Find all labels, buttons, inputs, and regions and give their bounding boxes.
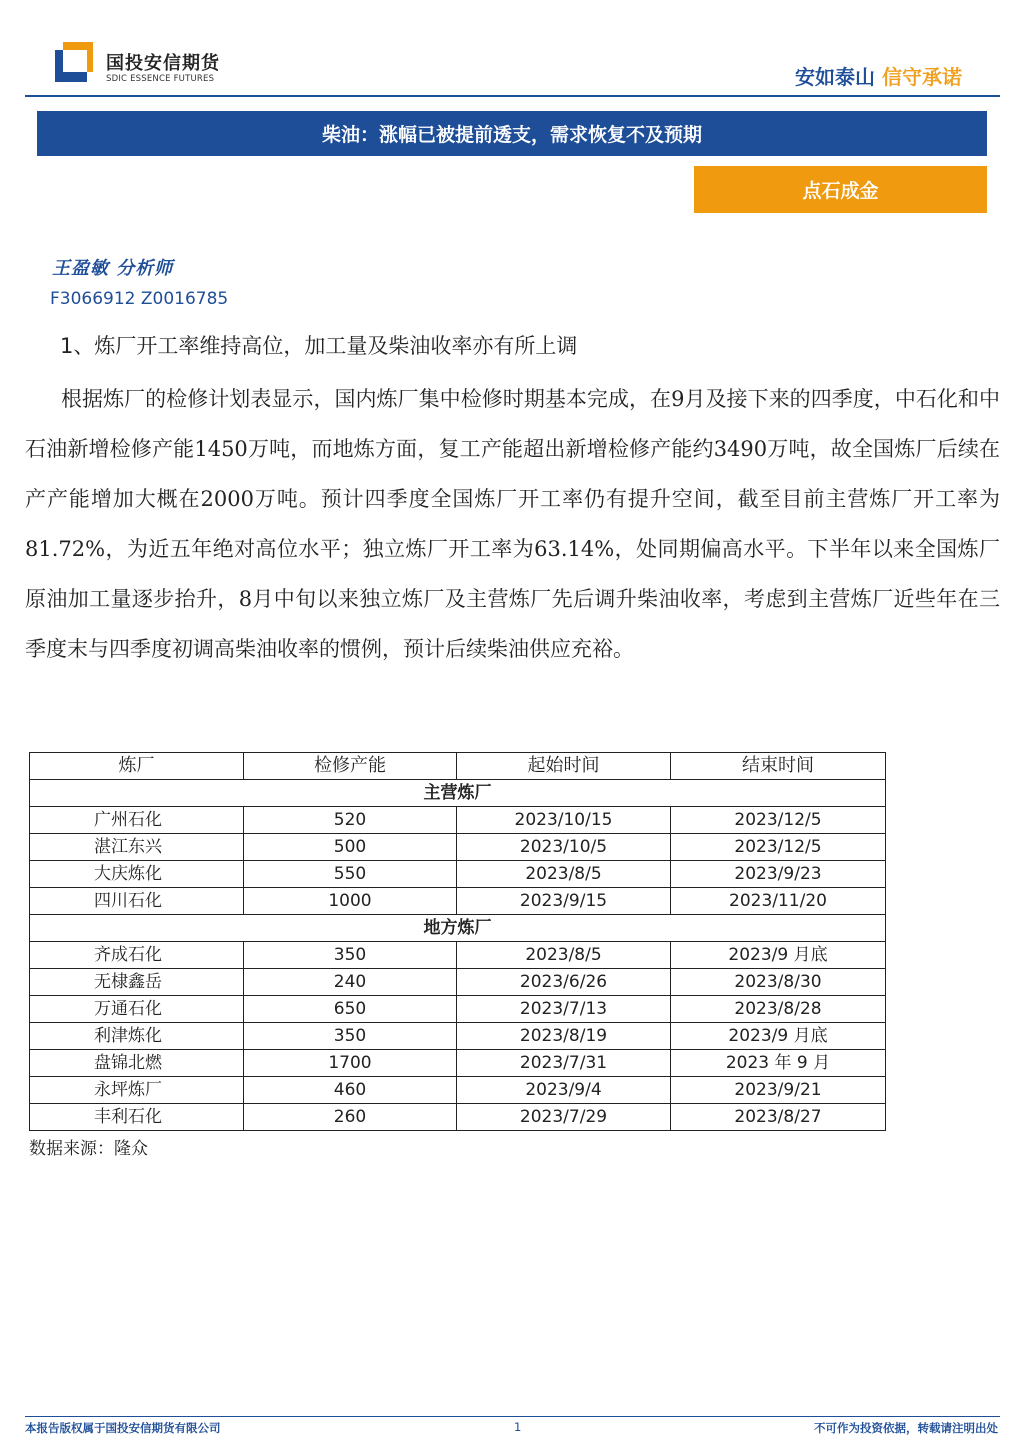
- table-cell: 万通石化: [30, 996, 244, 1023]
- data-source: 数据来源：隆众: [29, 1139, 148, 1159]
- report-title-banner: [37, 111, 987, 156]
- company-logo-icon: [55, 42, 99, 82]
- table-cell: 2023/12/5: [671, 834, 886, 861]
- refinery-maintenance-table: [29, 752, 886, 1131]
- column-tag: 点石成金: [802, 180, 879, 202]
- table-cell: 无棣鑫岳: [30, 969, 244, 996]
- table-row: [30, 888, 886, 915]
- column-tag-banner: [694, 166, 987, 213]
- table-row: [30, 834, 886, 861]
- table-cell: 利津炼化: [30, 1023, 244, 1050]
- table-cell: 2023/10/5: [457, 834, 671, 861]
- table-cell: 湛江东兴: [30, 834, 244, 861]
- slogan-part-2: 信守承诺: [882, 65, 962, 89]
- table-row: [30, 942, 886, 969]
- header-divider: [25, 95, 1000, 97]
- table-row: [30, 807, 886, 834]
- table-cell: 盘锦北燃: [30, 1050, 244, 1077]
- table-cell: 2023/9/4: [457, 1077, 671, 1104]
- table-row: [30, 1023, 886, 1050]
- table-cell: 460: [244, 1077, 457, 1104]
- table-cell: 2023/8/28: [671, 996, 886, 1023]
- analyst-name: 王盈敏 分析师: [52, 258, 174, 279]
- table-cell: 350: [244, 942, 457, 969]
- table-cell: 500: [244, 834, 457, 861]
- table-cell: 2023/7/29: [457, 1104, 671, 1131]
- table-cell: 永坪炼厂: [30, 1077, 244, 1104]
- table-cell: 2023/9/21: [671, 1077, 886, 1104]
- logo-company-name: 国投安信期货: [106, 53, 220, 74]
- table-cell: 2023/9/15: [457, 888, 671, 915]
- table-cell: 齐成石化: [30, 942, 244, 969]
- body-paragraph: 根据炼厂的检修计划表显示，国内炼厂集中检修时期基本完成，在9月及接下来的四季度，中石化和中石油新增检修产能1450万吨，而地炼方面，复工产能超出新增检修产能约3490万吨，故全国炼厂后续在产产能增加大概在2000万吨。预计四季度全国炼厂开工率仍有提升空间，截至目前主营炼厂开工率为81.72%，为近五年绝对高位水平；独立炼厂开工率为63.14%，处同期偏高水平。下半年以来全国炼厂原油加工量逐步抬升，8月中旬以来独立炼厂及主营炼厂先后调升柴油收率，考虑到主营炼厂近些年在三季度末与四季度初调高柴油收率的惯例，预计后续柴油供应充裕。: [25, 387, 1000, 661]
- table-cell: 2023/8/27: [671, 1104, 886, 1131]
- slogan: [795, 61, 962, 90]
- table-cell: 2023/6/26: [457, 969, 671, 996]
- logo-company-name-en: SDIC ESSENCE FUTURES: [106, 74, 215, 84]
- table-cell: 2023/8/5: [457, 861, 671, 888]
- table-group-label: 主营炼厂: [30, 780, 886, 807]
- table-cell: 2023/8/30: [671, 969, 886, 996]
- table-cell: 1700: [244, 1050, 457, 1077]
- column-header: 结束时间: [671, 753, 886, 780]
- slogan-part-1: 安如泰山: [795, 65, 876, 89]
- table-row: [30, 1104, 886, 1131]
- table-cell: 四川石化: [30, 888, 244, 915]
- table-cell: 大庆炼化: [30, 861, 244, 888]
- table-cell: 2023/10/15: [457, 807, 671, 834]
- table-group-row: [30, 780, 886, 807]
- footer-divider: [25, 1416, 1000, 1417]
- analyst-certificate: F3066912 Z0016785: [50, 289, 229, 309]
- table-cell: 2023/11/20: [671, 888, 886, 915]
- table-cell: 650: [244, 996, 457, 1023]
- table-row: [30, 996, 886, 1023]
- table-cell: 1000: [244, 888, 457, 915]
- table-cell: 2023/8/19: [457, 1023, 671, 1050]
- table-body: [30, 780, 886, 1131]
- table-cell: 350: [244, 1023, 457, 1050]
- table-row: [30, 969, 886, 996]
- report-title: 柴油：涨幅已被提前透支，需求恢复不及预期: [321, 124, 702, 146]
- table-header-row: [30, 753, 886, 780]
- table-cell: 丰利石化: [30, 1104, 244, 1131]
- table-cell: 2023/9 月底: [671, 1023, 886, 1050]
- table-cell: 2023/9 月底: [671, 942, 886, 969]
- column-header: 炼厂: [30, 753, 244, 780]
- table-group-row: [30, 915, 886, 942]
- footer-disclaimer: 不可作为投资依据，转载请注明出处: [814, 1421, 998, 1435]
- table-row: [30, 1077, 886, 1104]
- column-header: 检修产能: [244, 753, 457, 780]
- table-cell: 260: [244, 1104, 457, 1131]
- table-cell: 550: [244, 861, 457, 888]
- table-row: [30, 861, 886, 888]
- table-group-label: 地方炼厂: [30, 915, 886, 942]
- table-cell: 2023/9/23: [671, 861, 886, 888]
- section-heading: 1、炼厂开工率维持高位，加工量及柴油收率亦有所上调: [60, 334, 578, 358]
- table-cell: 2023/7/31: [457, 1050, 671, 1077]
- table-cell: 广州石化: [30, 807, 244, 834]
- table-cell: 2023/12/5: [671, 807, 886, 834]
- table-cell: 2023/7/13: [457, 996, 671, 1023]
- page-number: 1: [514, 1420, 522, 1434]
- table-cell: 240: [244, 969, 457, 996]
- footer-copyright: 本报告版权属于国投安信期货有限公司: [25, 1421, 221, 1435]
- table-row: [30, 1050, 886, 1077]
- table-cell: 2023 年 9 月: [671, 1050, 886, 1077]
- table-cell: 520: [244, 807, 457, 834]
- table-cell: 2023/8/5: [457, 942, 671, 969]
- column-header: 起始时间: [457, 753, 671, 780]
